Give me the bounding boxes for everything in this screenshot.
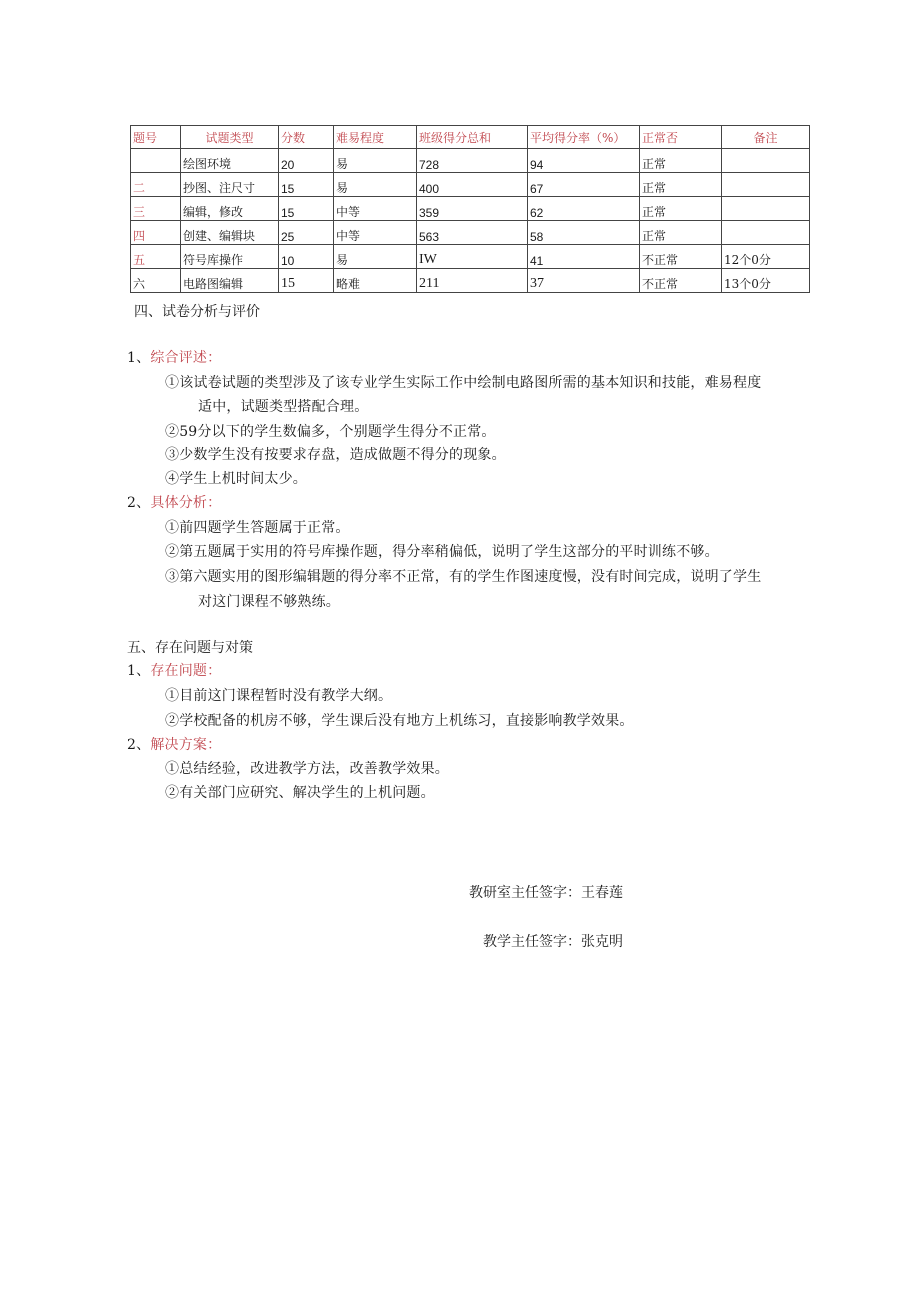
section4-sub1-item: 适中，试题类型搭配合理。 [198, 399, 369, 415]
cell-no: 三 [131, 197, 181, 221]
cell-normal: 正常 [640, 173, 722, 197]
director-signature: 教研室主任签字：王春莲 [469, 885, 623, 901]
cell-type: 编辑，修改 [181, 197, 279, 221]
cell-total: 563 [417, 221, 528, 245]
header-no: 题号 [131, 126, 181, 149]
section5-sub1-num: 1、 [127, 663, 151, 679]
cell-difficulty: 易 [334, 245, 417, 269]
section4-sub2-item: ①前四题学生答题属于正常。 [165, 520, 350, 536]
header-note: 备注 [722, 126, 810, 149]
header-normal: 正常否 [640, 126, 722, 149]
table-row [131, 221, 810, 245]
cell-type: 绘图环境 [181, 149, 279, 173]
section5-sub1-label: 存在问题： [150, 663, 222, 679]
cell-difficulty: 易 [334, 173, 417, 197]
cell-total: 728 [417, 149, 528, 173]
table-row [131, 173, 810, 197]
cell-rate: 58 [528, 221, 640, 245]
cell-note: 12个0分 [722, 245, 810, 269]
cell-type: 创建、编辑块 [181, 221, 279, 245]
score-table [130, 125, 810, 293]
cell-total: IW [417, 245, 528, 269]
cell-note [722, 197, 810, 221]
cell-total: 359 [417, 197, 528, 221]
section4-sub2-num: 2、 [127, 495, 151, 511]
cell-score: 15 [279, 197, 334, 221]
section4-sub1-label: 综合评述： [150, 350, 222, 366]
section4-sub2-item: 对这门课程不够熟练。 [198, 594, 340, 610]
cell-difficulty: 中等 [334, 221, 417, 245]
cell-score: 10 [279, 245, 334, 269]
section5-title: 五、存在问题与对策 [127, 640, 253, 656]
header-total: 班级得分总和 [417, 126, 528, 149]
cell-type: 电路图编辑 [181, 269, 279, 293]
section5-sub2 [127, 734, 221, 754]
cell-rate: 37 [528, 269, 640, 293]
section5-sub1-item: ①目前这门课程暂时没有教学大纲。 [165, 688, 393, 704]
section5-sub2-num: 2、 [127, 737, 151, 753]
table-row [131, 197, 810, 221]
cell-note [722, 149, 810, 173]
cell-difficulty: 略难 [334, 269, 417, 293]
section4-sub2 [127, 492, 221, 512]
cell-score: 15 [279, 173, 334, 197]
table-row [131, 269, 810, 293]
header-score: 分数 [279, 126, 334, 149]
cell-difficulty: 中等 [334, 197, 417, 221]
cell-rate: 62 [528, 197, 640, 221]
header-difficulty: 难易程度 [334, 126, 417, 149]
section4-title: 四、试卷分析与评价 [134, 304, 260, 320]
cell-score: 20 [279, 149, 334, 173]
cell-rate: 67 [528, 173, 640, 197]
cell-note: 13个0分 [722, 269, 810, 293]
cell-type: 符号库操作 [181, 245, 279, 269]
cell-type: 抄图、注尺寸 [181, 173, 279, 197]
section5-sub1 [127, 660, 221, 680]
cell-normal: 正常 [640, 197, 722, 221]
header-type: 试题类型 [181, 126, 279, 149]
table-row [131, 149, 810, 173]
cell-note [722, 173, 810, 197]
section4-sub1-item: ②59分以下的学生数偏多，个别题学生得分不正常。 [165, 424, 496, 440]
cell-no: 四 [131, 221, 181, 245]
cell-note [722, 221, 810, 245]
section5-sub2-item: ①总结经验，改进教学方法，改善教学效果。 [165, 761, 449, 777]
cell-no: 二 [131, 173, 181, 197]
cell-total: 211 [417, 269, 528, 293]
cell-difficulty: 易 [334, 149, 417, 173]
table-row [131, 245, 810, 269]
cell-score: 25 [279, 221, 334, 245]
section5-sub1-item: ②学校配备的机房不够，学生课后没有地方上机练习，直接影响教学效果。 [165, 713, 634, 729]
cell-normal: 正常 [640, 149, 722, 173]
section4-sub1-item: ④学生上机时间太少。 [165, 471, 307, 487]
supervisor-signature: 教学主任签字：张克明 [483, 934, 623, 950]
cell-no [131, 149, 181, 173]
section4-sub2-label: 具体分析： [150, 495, 222, 511]
cell-rate: 41 [528, 245, 640, 269]
cell-normal: 不正常 [640, 245, 722, 269]
table-header-row [131, 126, 810, 149]
cell-score: 15 [279, 269, 334, 293]
section4-sub1 [127, 347, 221, 367]
section4-sub2-item: ③第六题实用的图形编辑题的得分率不正常，有的学生作图速度慢，没有时间完成，说明了学生 [165, 569, 762, 585]
cell-no: 六 [131, 269, 181, 293]
cell-rate: 94 [528, 149, 640, 173]
cell-no: 五 [131, 245, 181, 269]
section4-sub1-num: 1、 [127, 350, 151, 366]
cell-normal: 正常 [640, 221, 722, 245]
section4-sub1-item: ①该试卷试题的类型涉及了该专业学生实际工作中绘制电路图所需的基本知识和技能，难易程度 [165, 375, 762, 391]
section5-sub2-label: 解决方案： [150, 737, 222, 753]
cell-total: 400 [417, 173, 528, 197]
section5-sub2-item: ②有关部门应研究、解决学生的上机问题。 [165, 785, 435, 801]
section4-sub2-item: ②第五题属于实用的符号库操作题，得分率稍偏低，说明了学生这部分的平时训练不够。 [165, 544, 719, 560]
cell-normal: 不正常 [640, 269, 722, 293]
header-rate: 平均得分率（%） [528, 126, 640, 149]
section4-sub1-item: ③少数学生没有按要求存盘，造成做题不得分的现象。 [165, 447, 506, 463]
